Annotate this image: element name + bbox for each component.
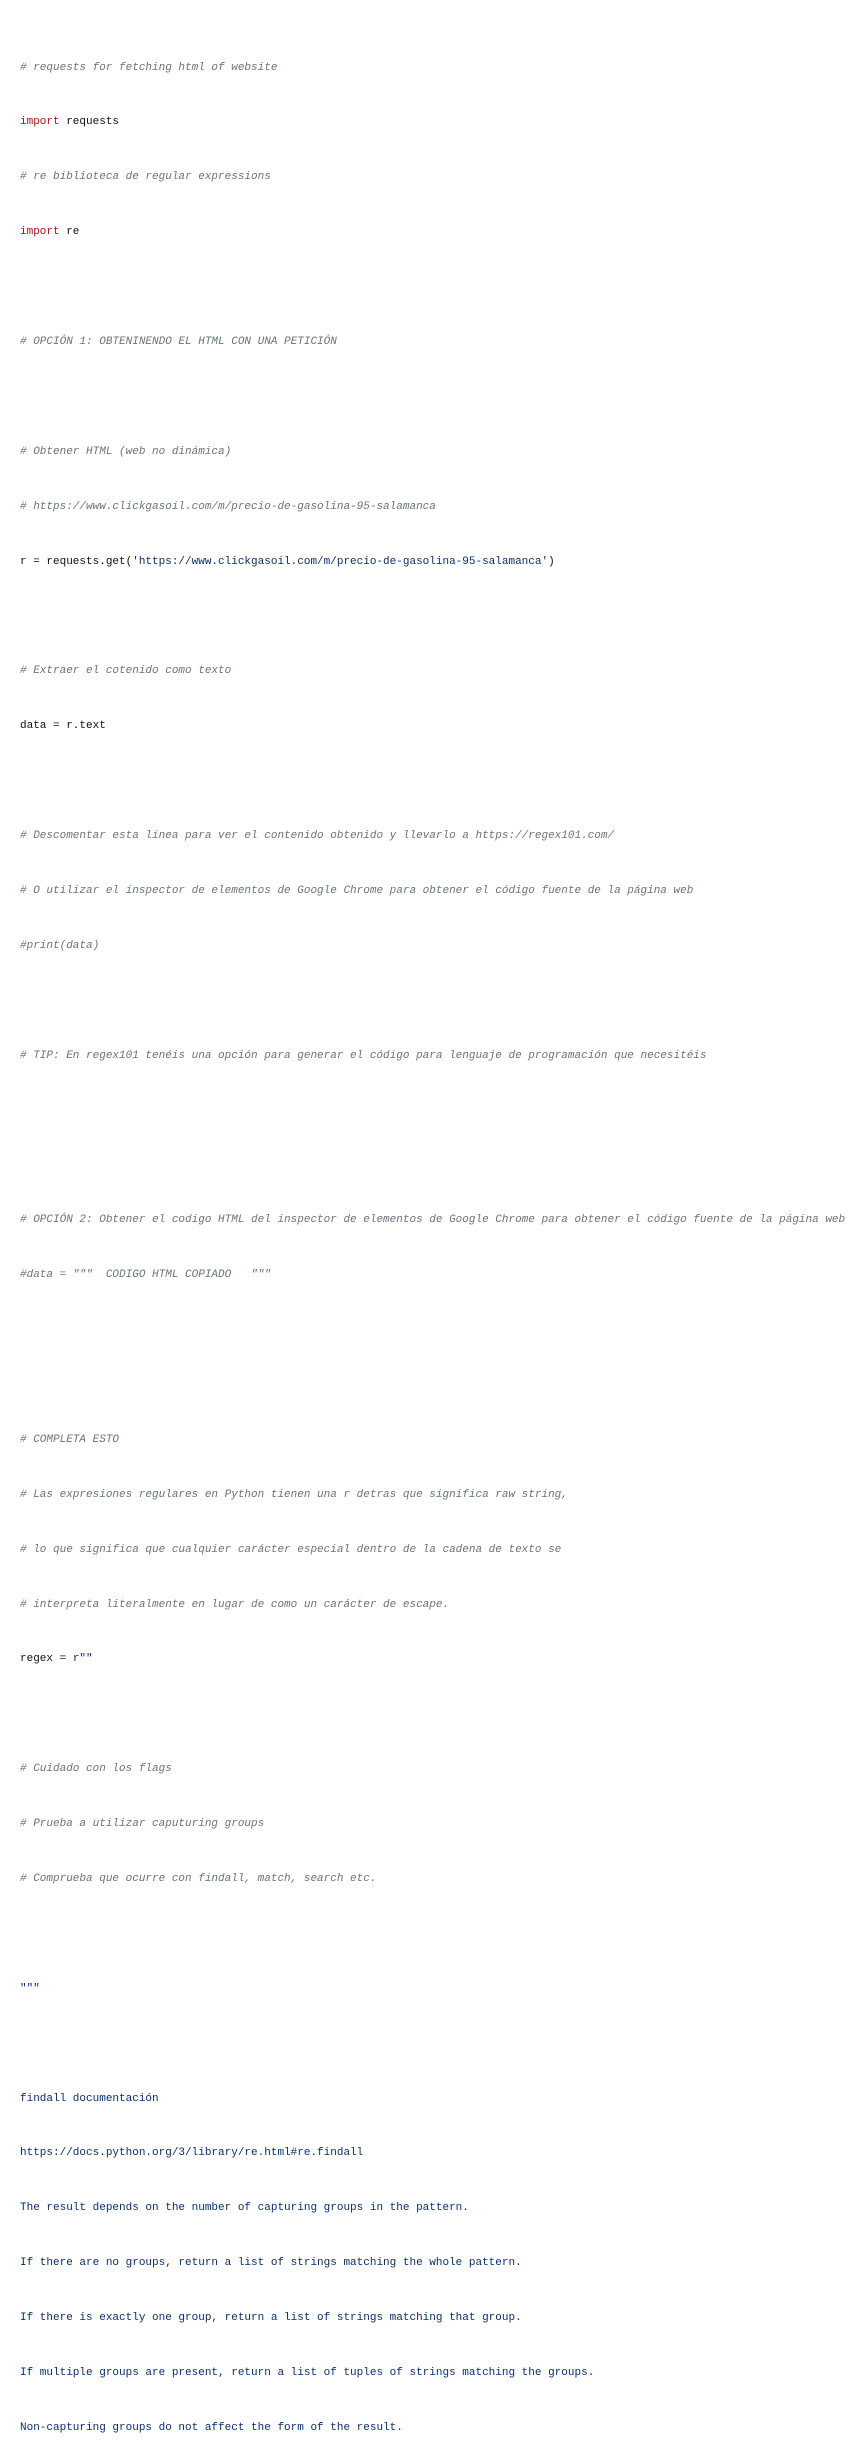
comment: # OPCIÓN 2: Obtener el codigo HTML del inspector de elementos de Google Chrome para obtener el código fuente de la página web <box>20 1214 846 1227</box>
comment: # Comprueba que ocurre con findall, match, search etc. <box>20 1872 377 1885</box>
code-line <box>20 1596 845 1614</box>
comment: #data = """ CODIGO HTML COPIADO """ <box>20 1269 271 1282</box>
code-line <box>20 1541 845 1559</box>
keyword-import: import <box>20 116 60 129</box>
code-line <box>20 2199 845 2217</box>
blank-line <box>20 388 845 406</box>
comment: # re biblioteca de regular expressions <box>20 171 271 184</box>
comment: # Las expresiones regulares en Python tienen una r detras que significa raw string, <box>20 1488 568 1501</box>
code-line <box>20 1486 845 1504</box>
comment: # Prueba a utilizar caputuring groups <box>20 1818 265 1831</box>
assignment: data = r.text <box>20 720 106 733</box>
comment: # Obtener HTML (web no dinámica) <box>20 445 232 458</box>
code-line <box>20 498 845 516</box>
blank-line <box>20 1925 845 1943</box>
comment: #print(data) <box>20 939 100 952</box>
docstring-line: https://docs.python.org/3/library/re.html#re.findall <box>20 2147 364 2160</box>
code-line <box>20 1980 845 1998</box>
code-line <box>20 937 845 955</box>
code-line <box>20 2254 845 2272</box>
comment: # requests for fetching html of website <box>20 61 278 74</box>
docstring-line: The result depends on the number of capturing groups in the pattern. <box>20 2202 469 2215</box>
comment: # lo que significa que cualquier carácter especial dentro de la cadena de texto se <box>20 1543 562 1556</box>
code-line <box>20 2090 845 2108</box>
code-line <box>20 2144 845 2162</box>
module-name: requests <box>59 116 120 129</box>
code-line <box>20 2364 845 2382</box>
code-line <box>20 1266 845 1284</box>
comment: # https://www.clickgasoil.com/m/precio-de-gasolina-95-salamanca <box>20 500 436 513</box>
url-string: 'https://www.clickgasoil.com/m/precio-de-gasolina-95-salamanca' <box>132 555 549 568</box>
keyword-import: import <box>20 226 60 239</box>
blank-line <box>20 1156 845 1174</box>
code-line <box>20 1047 845 1065</box>
docstring-line: Non-capturing groups do not affect the form of the result. <box>20 2421 403 2434</box>
code-line <box>20 168 845 186</box>
code-line <box>20 1431 845 1449</box>
code-line <box>20 1815 845 1833</box>
code-editor[interactable] <box>20 22 845 2455</box>
code-line <box>20 113 845 131</box>
code-line <box>20 59 845 77</box>
code-line <box>20 1211 845 1229</box>
code-line <box>20 1650 845 1668</box>
comment: # Extraer el cotenido como texto <box>20 665 232 678</box>
code-line <box>20 223 845 241</box>
blank-line <box>20 772 845 790</box>
comment: # Cuidado con los flags <box>20 1763 172 1776</box>
docstring-line: findall documentación <box>20 2092 159 2105</box>
code-line <box>20 333 845 351</box>
close-paren: ) <box>548 555 555 568</box>
code-line <box>20 2419 845 2437</box>
blank-line <box>20 1376 845 1394</box>
docstring-line: If there are no groups, return a list of strings matching the whole pattern. <box>20 2257 522 2270</box>
code-line <box>20 827 845 845</box>
blank-line <box>20 608 845 626</box>
assignment: regex = <box>20 1653 73 1666</box>
get-call: r = requests.get( <box>20 555 133 568</box>
code-line <box>20 717 845 735</box>
blank-line <box>20 278 845 296</box>
docstring-open: """ <box>20 1982 40 1995</box>
code-line <box>20 1870 845 1888</box>
code-line <box>20 553 845 571</box>
code-line <box>20 882 845 900</box>
code-line <box>20 443 845 461</box>
comment: # COMPLETA ESTO <box>20 1433 120 1446</box>
blank-line <box>20 1321 845 1339</box>
comment: # OPCIÓN 1: OBTENINENDO EL HTML CON UNA PETICIÓN <box>20 336 337 349</box>
docstring-line: If multiple groups are present, return a list of tuples of strings matching the groups. <box>20 2367 595 2379</box>
comment: # Descomentar esta línea para ver el contenido obtenido y llevarlo a https://regex101.com/ <box>20 830 615 843</box>
docstring-line: If there is exactly one group, return a list of strings matching that group. <box>20 2312 522 2325</box>
blank-line <box>20 2035 845 2053</box>
regex-string: r"" <box>72 1653 93 1666</box>
blank-line <box>20 1102 845 1120</box>
code-line <box>20 2309 845 2327</box>
blank-line <box>20 992 845 1010</box>
comment: # TIP: En regex101 tenéis una opción para generar el código para lenguaje de programación que necesitéis <box>20 1049 707 1062</box>
blank-line <box>20 1705 845 1723</box>
comment: # O utilizar el inspector de elementos de Google Chrome para obtener el código fuente de la página web <box>20 884 694 897</box>
comment: # interpreta literalmente en lugar de como un carácter de escape. <box>20 1598 450 1611</box>
module-name: re <box>59 226 80 239</box>
code-line <box>20 662 845 680</box>
code-line <box>20 1760 845 1778</box>
